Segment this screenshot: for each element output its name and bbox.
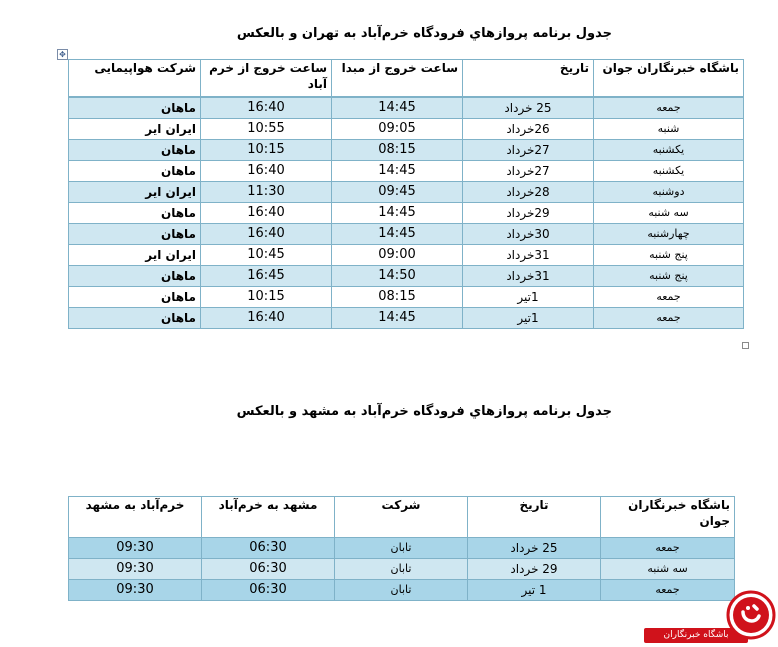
table-row [69, 140, 744, 161]
table1-title: جدول برنامه پروازهاي فرودگاه خرم‌آباد به تهران و بالعكس [236, 26, 612, 41]
origin-time-cell: 14:45 [332, 97, 463, 119]
date-cell: 27خرداد [463, 161, 594, 182]
table-row [69, 580, 735, 601]
date-cell: 25 خرداد [468, 538, 601, 559]
day-cell: یکشنبه [594, 140, 744, 161]
airline-cell: ماهان [69, 287, 201, 308]
table2-title: جدول برنامه پروازهاي فرودگاه خرم‌آباد به مشهد و بالعكس [236, 404, 612, 419]
departure-time-cell: 16:40 [201, 203, 332, 224]
airline-cell: ماهان [69, 161, 201, 182]
khorramabad-departure-cell: 09:30 [69, 580, 202, 601]
table-row [69, 182, 744, 203]
header-cell: ساعت خروج از خرم آباد [201, 60, 332, 98]
day-cell: یکشنبه [594, 161, 744, 182]
origin-time-cell: 08:15 [332, 140, 463, 161]
table-row [69, 559, 735, 580]
header-cell: تاریخ [468, 497, 601, 538]
table-row [69, 97, 744, 119]
table-header-row [69, 497, 735, 538]
table-row [69, 287, 744, 308]
day-cell: جمعه [594, 97, 744, 119]
mashhad-departure-cell: 06:30 [202, 538, 335, 559]
mashhad-departure-cell: 06:30 [202, 580, 335, 601]
header-cell: شرکت [335, 497, 468, 538]
departure-time-cell: 10:15 [201, 287, 332, 308]
airline-cell: ماهان [69, 224, 201, 245]
departure-time-cell: 16:40 [201, 161, 332, 182]
day-cell: جمعه [601, 538, 735, 559]
departure-time-cell: 16:40 [201, 224, 332, 245]
day-cell: جمعه [594, 308, 744, 329]
table-row [69, 203, 744, 224]
table-row [69, 161, 744, 182]
table-row [69, 245, 744, 266]
day-cell: جمعه [601, 580, 735, 601]
date-cell: 1تیر [463, 308, 594, 329]
date-cell: 1 تیر [468, 580, 601, 601]
date-cell: 25 خرداد [463, 97, 594, 119]
origin-time-cell: 09:05 [332, 119, 463, 140]
day-cell: پنج شنبه [594, 245, 744, 266]
origin-time-cell: 14:45 [332, 161, 463, 182]
header-cell: تاریخ [463, 60, 594, 98]
table-row [69, 266, 744, 287]
company-cell: تابان [335, 580, 468, 601]
airline-cell: ماهان [69, 308, 201, 329]
origin-time-cell: 14:50 [332, 266, 463, 287]
day-cell: شنبه [594, 119, 744, 140]
khorramabad-departure-cell: 09:30 [69, 559, 202, 580]
company-cell: تابان [335, 559, 468, 580]
airline-cell: ماهان [69, 97, 201, 119]
date-cell: 30خرداد [463, 224, 594, 245]
company-cell: تابان [335, 538, 468, 559]
table-row [69, 308, 744, 329]
origin-time-cell: 14:45 [332, 224, 463, 245]
date-cell: 31خرداد [463, 245, 594, 266]
logo-text: باشگاه خبرنگاران [663, 630, 729, 640]
departure-time-cell: 16:40 [201, 308, 332, 329]
airline-cell: ماهان [69, 140, 201, 161]
yjc-logo-icon [726, 590, 776, 640]
date-cell: 26خرداد [463, 119, 594, 140]
table-row [69, 538, 735, 559]
header-cell: ساعت خروج از مبدا [332, 60, 463, 98]
departure-time-cell: 10:55 [201, 119, 332, 140]
header-cell: شرکت هواپیمایی [69, 60, 201, 98]
airline-cell: ماهان [69, 266, 201, 287]
departure-time-cell: 10:45 [201, 245, 332, 266]
khorramabad-departure-cell: 09:30 [69, 538, 202, 559]
header-cell: باشگاه خبرنگاران جوان [601, 497, 735, 538]
departure-time-cell: 11:30 [201, 182, 332, 203]
departure-time-cell: 16:45 [201, 266, 332, 287]
day-cell: سه شنبه [594, 203, 744, 224]
table-resize-handle[interactable] [742, 342, 749, 349]
move-cross-icon[interactable]: ✥ [57, 49, 68, 60]
header-cell: باشگاه خبرنگاران جوان [594, 60, 744, 98]
mashhad-departure-cell: 06:30 [202, 559, 335, 580]
day-cell: پنج شنبه [594, 266, 744, 287]
table-header-row [69, 60, 744, 98]
table-row [69, 224, 744, 245]
origin-time-cell: 09:45 [332, 182, 463, 203]
yjc-logo [644, 590, 778, 647]
date-cell: 1تیر [463, 287, 594, 308]
airline-cell: ایران ایر [69, 182, 201, 203]
origin-time-cell: 09:00 [332, 245, 463, 266]
mashhad-flights-table [68, 496, 735, 601]
origin-time-cell: 14:45 [332, 203, 463, 224]
airline-cell: ایران ایر [69, 245, 201, 266]
table-row [69, 119, 744, 140]
day-cell: سه شنبه [601, 559, 735, 580]
tehran-flights-table [68, 59, 744, 329]
date-cell: 28خرداد [463, 182, 594, 203]
departure-time-cell: 10:15 [201, 140, 332, 161]
date-cell: 29 خرداد [468, 559, 601, 580]
departure-time-cell: 16:40 [201, 97, 332, 119]
date-cell: 31خرداد [463, 266, 594, 287]
origin-time-cell: 08:15 [332, 287, 463, 308]
airline-cell: ماهان [69, 203, 201, 224]
header-cell: خرم‌آباد به مشهد [69, 497, 202, 538]
origin-time-cell: 14:45 [332, 308, 463, 329]
day-cell: چهارشنبه [594, 224, 744, 245]
date-cell: 29خرداد [463, 203, 594, 224]
day-cell: جمعه [594, 287, 744, 308]
day-cell: دوشنبه [594, 182, 744, 203]
airline-cell: ایران ایر [69, 119, 201, 140]
date-cell: 27خرداد [463, 140, 594, 161]
header-cell: مشهد به خرم‌آباد [202, 497, 335, 538]
